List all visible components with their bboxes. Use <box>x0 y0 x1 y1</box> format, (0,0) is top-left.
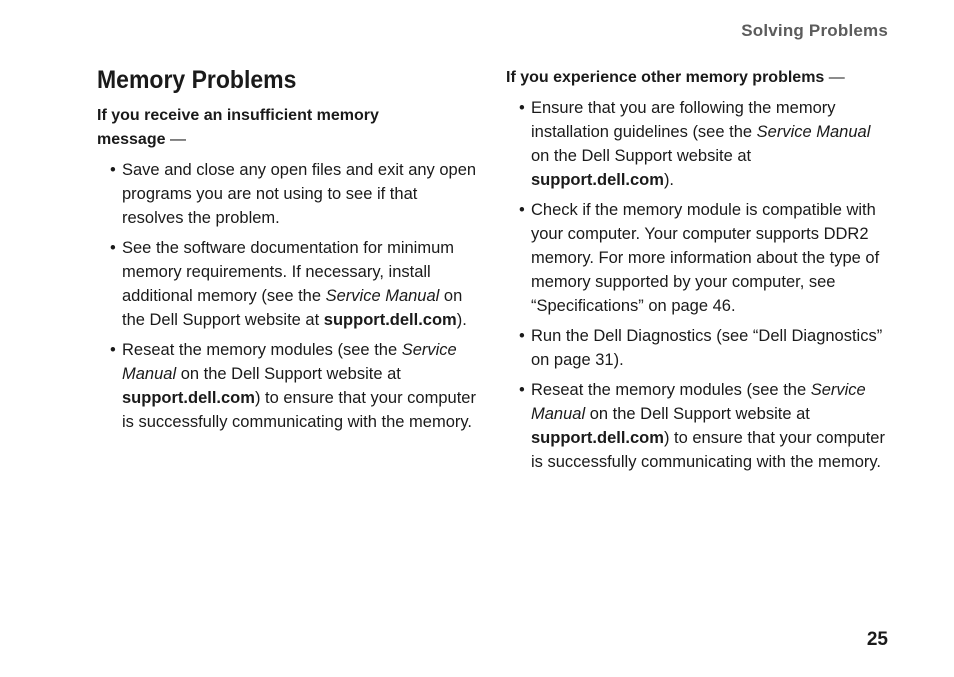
item-text: Run the Dell Diagnostics (see “Dell Diagnostics” on page 31). <box>531 327 883 369</box>
list-item <box>97 158 482 230</box>
item-text: Check if the memory module is compatible with your computer. Your computer supports DDR2 memory. For more information about the type of memory supported by your computer, see “Specifications” on page 46. <box>531 201 880 315</box>
bullet-icon: • <box>519 327 525 345</box>
left-column <box>97 64 482 440</box>
support-website-link[interactable]: support.dell.com <box>531 171 664 189</box>
lead-text: If you experience other memory problems <box>506 69 825 86</box>
page-number: 25 <box>866 629 888 650</box>
bullet-icon: • <box>110 161 116 179</box>
item-text: Save and close any open files and exit any open programs you are not using to see if that resolves the problem. <box>122 161 477 227</box>
bullet-icon: • <box>519 201 525 219</box>
support-website-link[interactable]: support.dell.com <box>122 389 255 407</box>
list-item <box>506 324 891 372</box>
bullet-icon: • <box>519 381 525 399</box>
service-manual-reference: Service Manual <box>122 341 457 383</box>
service-manual-reference: Service Manual <box>756 123 871 141</box>
list-item <box>506 96 891 192</box>
item-text: on the Dell Support website at <box>585 405 810 423</box>
list-item <box>506 378 891 474</box>
list-item <box>97 236 482 332</box>
bullet-icon: • <box>110 239 116 257</box>
item-text: Reseat the memory modules (see the <box>531 381 811 399</box>
running-header: Solving Problems <box>741 21 888 40</box>
insufficient-memory-list <box>97 158 482 434</box>
item-text: on the Dell Support website at <box>176 365 401 383</box>
service-manual-reference: Service Manual <box>531 381 866 423</box>
lead-dash: — <box>169 131 186 148</box>
support-website-link[interactable]: support.dell.com <box>323 311 457 329</box>
item-text: Ensure that you are following the memory installation guidelines (see the <box>531 99 836 141</box>
item-text: on the Dell Support website at <box>531 147 752 165</box>
service-manual-reference: Service Manual <box>325 287 440 305</box>
item-text: ). <box>456 311 467 329</box>
insufficient-memory-lead <box>97 104 417 152</box>
item-text: ). <box>663 171 675 189</box>
page-title: Memory Problems <box>97 66 297 94</box>
right-column <box>506 66 891 480</box>
item-text: Reseat the memory modules (see the <box>122 341 402 359</box>
list-item <box>506 198 891 318</box>
lead-text: If you receive an insufficient memory message <box>97 107 379 148</box>
list-item <box>97 338 482 434</box>
item-text: on the Dell Support website at <box>122 287 463 329</box>
item-text: See the software documentation for minimum memory requirements. If necessary, install additional memory (see the <box>122 239 454 305</box>
lead-dash: — <box>828 69 845 86</box>
item-text: ) to ensure that your computer is successfully communicating with the memory. <box>531 429 885 471</box>
other-memory-problems-list <box>506 96 891 474</box>
support-website-link[interactable]: support.dell.com <box>531 429 664 447</box>
bullet-icon: • <box>519 99 525 117</box>
other-memory-problems-lead <box>506 66 891 90</box>
item-text: ) to ensure that your computer is successfully communicating with the memory. <box>122 389 476 431</box>
bullet-icon: • <box>110 341 116 359</box>
